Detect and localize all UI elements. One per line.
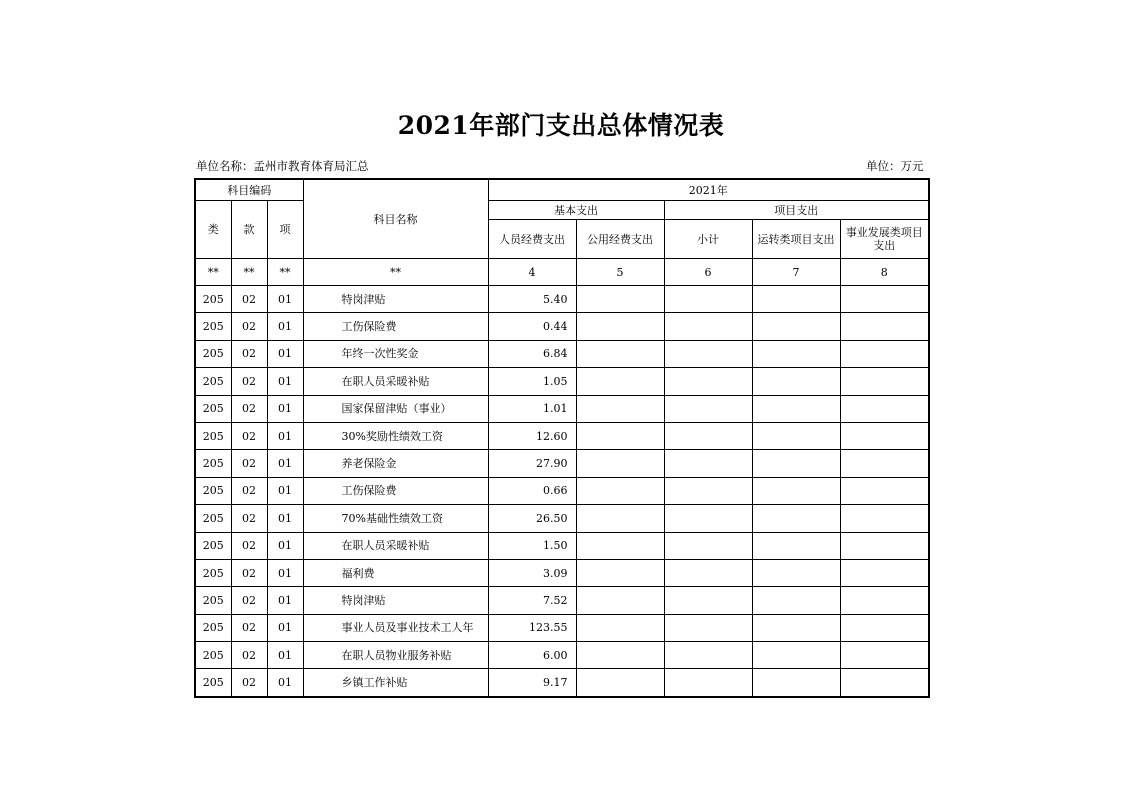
header-public: 公用经费支出 — [576, 220, 664, 259]
xiang-cell: 01 — [267, 286, 303, 313]
public-cell — [576, 559, 664, 586]
lei-cell: 205 — [195, 532, 231, 559]
lei-cell: 205 — [195, 642, 231, 669]
subject-name-cell: 70%基础性绩效工资 — [303, 505, 488, 532]
development-cell — [840, 505, 929, 532]
kuan-cell: 02 — [231, 286, 267, 313]
development-cell — [840, 669, 929, 697]
personnel-cell: 26.50 — [488, 505, 576, 532]
lei-cell: 205 — [195, 395, 231, 422]
personnel-cell: 12.60 — [488, 422, 576, 449]
xiang-cell: 01 — [267, 587, 303, 614]
lei-cell: 205 — [195, 505, 231, 532]
personnel-cell: 123.55 — [488, 614, 576, 641]
operation-cell — [752, 614, 840, 641]
subtotal-cell — [664, 422, 752, 449]
lei-cell: 205 — [195, 559, 231, 586]
index-cell: 7 — [752, 259, 840, 286]
xiang-cell: 01 — [267, 669, 303, 697]
subtotal-cell — [664, 505, 752, 532]
personnel-cell: 27.90 — [488, 450, 576, 477]
subject-name-cell: 福利费 — [303, 559, 488, 586]
header-development: 事业发展类项目支出 — [840, 220, 929, 259]
page-title: 2021年部门支出总体情况表 — [397, 111, 725, 140]
kuan-cell: 02 — [231, 313, 267, 340]
table-row — [195, 286, 929, 313]
index-cell: 5 — [576, 259, 664, 286]
subject-name-cell: 30%奖励性绩效工资 — [303, 422, 488, 449]
kuan-cell: 02 — [231, 368, 267, 395]
subtotal-cell — [664, 477, 752, 504]
kuan-cell: 02 — [231, 477, 267, 504]
public-cell — [576, 340, 664, 367]
table-row — [195, 642, 929, 669]
personnel-cell: 5.40 — [488, 286, 576, 313]
public-cell — [576, 477, 664, 504]
table-row — [195, 559, 929, 586]
development-cell — [840, 642, 929, 669]
subject-name-cell: 事业人员及事业技术工人年 — [303, 614, 488, 641]
xiang-cell: 01 — [267, 532, 303, 559]
operation-cell — [752, 587, 840, 614]
operation-cell — [752, 559, 840, 586]
public-cell — [576, 532, 664, 559]
xiang-cell: 01 — [267, 559, 303, 586]
subtotal-cell — [664, 286, 752, 313]
public-cell — [576, 450, 664, 477]
subject-name-cell: 在职人员采暖补贴 — [303, 368, 488, 395]
kuan-cell: 02 — [231, 587, 267, 614]
header-lei: 类 — [195, 201, 231, 259]
personnel-cell: 3.09 — [488, 559, 576, 586]
header-subtotal: 小计 — [664, 220, 752, 259]
index-cell: 8 — [840, 259, 929, 286]
table-row — [195, 532, 929, 559]
header-subject-name: 科目名称 — [303, 179, 488, 259]
subtotal-cell — [664, 313, 752, 340]
subtotal-cell — [664, 450, 752, 477]
public-cell — [576, 368, 664, 395]
subject-name-cell: 工伤保险费 — [303, 313, 488, 340]
xiang-cell: 01 — [267, 395, 303, 422]
public-cell — [576, 614, 664, 641]
development-cell — [840, 340, 929, 367]
xiang-cell: 01 — [267, 422, 303, 449]
lei-cell: 205 — [195, 450, 231, 477]
subtotal-cell — [664, 614, 752, 641]
index-cell: ** — [231, 259, 267, 286]
table-row — [195, 477, 929, 504]
header-code-group: 科目编码 — [195, 179, 303, 201]
operation-cell — [752, 340, 840, 367]
development-cell — [840, 587, 929, 614]
lei-cell: 205 — [195, 614, 231, 641]
index-cell: ** — [195, 259, 231, 286]
personnel-cell: 7.52 — [488, 587, 576, 614]
personnel-cell: 9.17 — [488, 669, 576, 697]
header-xiang: 项 — [267, 201, 303, 259]
personnel-cell: 6.00 — [488, 642, 576, 669]
subtotal-cell — [664, 642, 752, 669]
operation-cell — [752, 505, 840, 532]
kuan-cell: 02 — [231, 642, 267, 669]
subject-name-cell: 乡镇工作补贴 — [303, 669, 488, 697]
personnel-cell: 6.84 — [488, 340, 576, 367]
lei-cell: 205 — [195, 587, 231, 614]
table-row — [195, 669, 929, 697]
lei-cell: 205 — [195, 669, 231, 697]
subtotal-cell — [664, 669, 752, 697]
kuan-cell: 02 — [231, 422, 267, 449]
header-basic: 基本支出 — [488, 201, 664, 220]
public-cell — [576, 505, 664, 532]
subject-name-cell: 特岗津贴 — [303, 286, 488, 313]
kuan-cell: 02 — [231, 395, 267, 422]
kuan-cell: 02 — [231, 450, 267, 477]
expenditure-table — [194, 178, 930, 698]
development-cell — [840, 313, 929, 340]
subtotal-cell — [664, 587, 752, 614]
table-row — [195, 313, 929, 340]
operation-cell — [752, 450, 840, 477]
operation-cell — [752, 395, 840, 422]
xiang-cell: 01 — [267, 340, 303, 367]
index-cell: 4 — [488, 259, 576, 286]
kuan-cell: 02 — [231, 614, 267, 641]
personnel-cell: 1.05 — [488, 368, 576, 395]
development-cell — [840, 368, 929, 395]
subtotal-cell — [664, 368, 752, 395]
operation-cell — [752, 532, 840, 559]
development-cell — [840, 450, 929, 477]
lei-cell: 205 — [195, 422, 231, 449]
xiang-cell: 01 — [267, 477, 303, 504]
personnel-cell: 1.01 — [488, 395, 576, 422]
subtotal-cell — [664, 395, 752, 422]
header-project: 项目支出 — [664, 201, 929, 220]
public-cell — [576, 669, 664, 697]
operation-cell — [752, 313, 840, 340]
operation-cell — [752, 422, 840, 449]
development-cell — [840, 477, 929, 504]
table-row — [195, 505, 929, 532]
kuan-cell: 02 — [231, 505, 267, 532]
personnel-cell: 0.66 — [488, 477, 576, 504]
kuan-cell: 02 — [231, 532, 267, 559]
lei-cell: 205 — [195, 477, 231, 504]
personnel-cell: 1.50 — [488, 532, 576, 559]
table-row — [195, 450, 929, 477]
index-cell: ** — [303, 259, 488, 286]
lei-cell: 205 — [195, 368, 231, 395]
development-cell — [840, 559, 929, 586]
subtotal-cell — [664, 559, 752, 586]
header-operation: 运转类项目支出 — [752, 220, 840, 259]
development-cell — [840, 532, 929, 559]
public-cell — [576, 587, 664, 614]
table-row — [195, 587, 929, 614]
development-cell — [840, 395, 929, 422]
lei-cell: 205 — [195, 340, 231, 367]
operation-cell — [752, 368, 840, 395]
subject-name-cell: 在职人员物业服务补贴 — [303, 642, 488, 669]
subtotal-cell — [664, 532, 752, 559]
xiang-cell: 01 — [267, 505, 303, 532]
subject-name-cell: 工伤保险费 — [303, 477, 488, 504]
subject-name-cell: 在职人员采暖补贴 — [303, 532, 488, 559]
xiang-cell: 01 — [267, 313, 303, 340]
lei-cell: 205 — [195, 313, 231, 340]
development-cell — [840, 286, 929, 313]
operation-cell — [752, 477, 840, 504]
header-personnel: 人员经费支出 — [488, 220, 576, 259]
operation-cell — [752, 642, 840, 669]
operation-cell — [752, 669, 840, 697]
table-row — [195, 395, 929, 422]
xiang-cell: 01 — [267, 368, 303, 395]
development-cell — [840, 614, 929, 641]
public-cell — [576, 286, 664, 313]
subject-name-cell: 国家保留津贴（事业） — [303, 395, 488, 422]
xiang-cell: 01 — [267, 642, 303, 669]
public-cell — [576, 313, 664, 340]
header-kuan: 款 — [231, 201, 267, 259]
lei-cell: 205 — [195, 286, 231, 313]
operation-cell — [752, 286, 840, 313]
xiang-cell: 01 — [267, 450, 303, 477]
personnel-cell: 0.44 — [488, 313, 576, 340]
kuan-cell: 02 — [231, 669, 267, 697]
subject-name-cell: 特岗津贴 — [303, 587, 488, 614]
table-row — [195, 340, 929, 367]
public-cell — [576, 422, 664, 449]
kuan-cell: 02 — [231, 340, 267, 367]
public-cell — [576, 642, 664, 669]
index-cell: 6 — [664, 259, 752, 286]
header-year: 2021年 — [488, 179, 929, 201]
index-cell: ** — [267, 259, 303, 286]
unit-name: 单位名称：孟州市教育体育局汇总 — [196, 159, 369, 173]
subject-name-cell: 养老保险金 — [303, 450, 488, 477]
kuan-cell: 02 — [231, 559, 267, 586]
unit-label: 单位：万元 — [866, 159, 924, 173]
table-row — [195, 614, 929, 641]
public-cell — [576, 395, 664, 422]
subtotal-cell — [664, 340, 752, 367]
table-row — [195, 368, 929, 395]
table-row — [195, 422, 929, 449]
xiang-cell: 01 — [267, 614, 303, 641]
subject-name-cell: 年终一次性奖金 — [303, 340, 488, 367]
development-cell — [840, 422, 929, 449]
